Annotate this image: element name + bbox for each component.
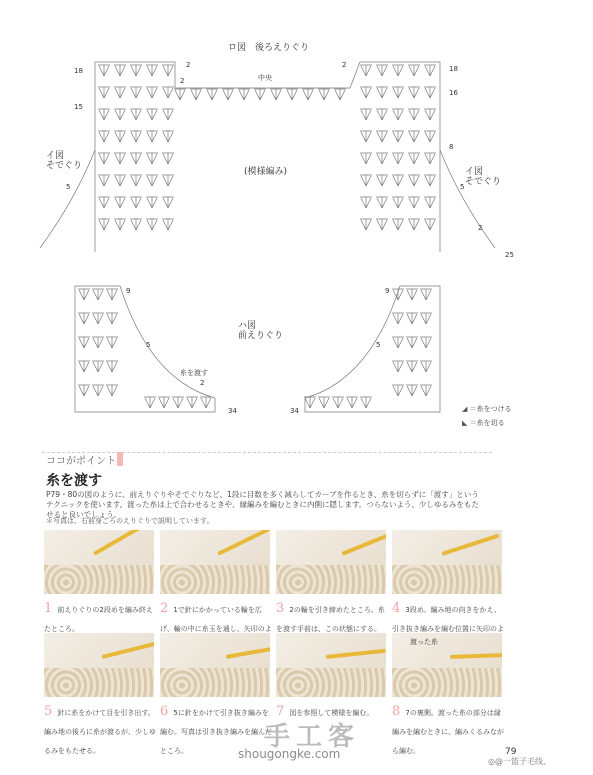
stitch-symbol [406, 361, 418, 372]
mark-34-right: 34 [290, 407, 299, 415]
yarn-texture [276, 668, 386, 697]
i-chart-left-title [46, 152, 82, 172]
legend-item-attach: ◢ ＝糸をつける [462, 405, 512, 413]
mark-2-b: 2 [180, 77, 185, 85]
step-photo [160, 633, 270, 697]
stitch-symbol [360, 397, 372, 408]
row-number-5-left: 5 [66, 183, 71, 191]
stitch-symbol [408, 87, 420, 98]
yarn-texture [160, 565, 270, 594]
stitch-symbol [78, 313, 90, 324]
stitch-symbol [424, 131, 436, 142]
i-chart-right-line2: そでぐり [465, 176, 502, 187]
mark-34-left: 34 [228, 407, 237, 415]
stitch-symbol [392, 65, 404, 76]
stitch-symbol [130, 109, 142, 120]
step-number: 1 [44, 601, 53, 616]
stitch-symbol [270, 89, 282, 100]
step-photo [44, 633, 154, 697]
stitch-symbol [98, 197, 110, 208]
stitch-symbol [162, 197, 174, 208]
point-body: P79・80の図のように、前えりぐりやそでぐりなど、1段に目数を多く減らしてカーブを作るとき、糸を切らずに「渡す」というテクニックを使います。渡った糸は上で合わせるときや、縁編みを編むときに内側に隠します。つらないよう、少しゆるみをもたせると良いでしょう。 [46, 490, 479, 520]
center-label: 中央 [258, 74, 272, 82]
stitch-symbol [334, 89, 346, 100]
step-photo-tag: 渡った糸 [410, 638, 438, 646]
stitch-symbol [130, 197, 142, 208]
stitch-symbol [186, 397, 198, 408]
step-text: 2の輪を引き締めたところ。糸を渡す手前は、この状態にする。 [276, 606, 385, 633]
step-text: 図を参照して模様を編む。 [289, 709, 374, 717]
step-text: 5に針をかけて引き抜き編みを編む。写真は引き抜き編みを編んだところ。 [160, 709, 272, 755]
step-caption [392, 700, 504, 757]
stitch-symbol [376, 175, 388, 186]
step-text: 1で針にかかっている輪を広げ、輪の中に糸玉を通し、矢印のよ [160, 606, 272, 633]
stitch-symbol [130, 175, 142, 186]
step-text: 針に糸をかけて目を引き出す。編み地の後ろに糸が渡るが、少しゆるみをもたせる。 [44, 709, 156, 755]
stitch-symbol [420, 313, 432, 324]
yarn-texture [392, 565, 502, 594]
ito-watasu-label: 糸を渡す [180, 369, 208, 377]
step-text: 7の裏側。渡った糸の部分は縁編みを編むときに、編みくるみながら編む。 [392, 709, 504, 755]
stitch-symbol [360, 175, 372, 186]
stitch-symbol [130, 65, 142, 76]
stitch-symbol [360, 219, 372, 230]
stitch-symbol [424, 219, 436, 230]
watermark-logo: 手工客 [264, 722, 361, 752]
stitch-symbol [130, 219, 142, 230]
crochet-hook-icon [102, 641, 154, 659]
stitch-symbol [406, 385, 418, 396]
attach-yarn-icon: ◢ [462, 405, 468, 413]
step-photo [392, 530, 502, 594]
stitch-symbol [424, 197, 436, 208]
step-number: 2 [160, 601, 169, 616]
watermark-site: shougongke.com [238, 747, 341, 761]
stitch-symbol [98, 153, 110, 164]
stitch-symbol [146, 131, 158, 142]
stitch-symbol [222, 89, 234, 100]
row-number-25-right: 25 [505, 251, 514, 259]
i-chart-left-line2: そでぐり [46, 160, 83, 171]
stitch-symbol [92, 385, 104, 396]
row-number-18-left: 18 [74, 67, 83, 75]
cut-yarn-icon: ◣ [462, 418, 468, 427]
stitch-symbol [408, 109, 420, 120]
stitch-symbol [392, 87, 404, 98]
stitch-symbol [360, 153, 372, 164]
stitch-symbol [92, 313, 104, 324]
stitch-symbol [130, 131, 142, 142]
mark-2-left: 2 [200, 379, 205, 387]
i-chart-right-title [465, 168, 501, 188]
stitch-symbol [376, 197, 388, 208]
stitch-symbol [392, 109, 404, 120]
stitch-symbol [92, 289, 104, 300]
yarn-texture [44, 565, 154, 594]
stitch-symbol [146, 175, 158, 186]
yarn-texture [160, 668, 270, 697]
stitch-symbol [360, 197, 372, 208]
stitch-symbol [408, 219, 420, 230]
stitch-symbol [286, 89, 298, 100]
stitch-symbol [158, 397, 170, 408]
mark-2-c: 2 [342, 61, 347, 69]
stitch-symbol [424, 153, 436, 164]
stitch-symbol [360, 109, 372, 120]
weibo-handle: ◎@一篮子毛线、 [488, 757, 551, 766]
stitch-symbol [376, 219, 388, 230]
legend-item-cut: ◣ ＝糸を切る [462, 418, 505, 427]
stitch-symbol [146, 219, 158, 230]
crochet-hook-icon [217, 530, 270, 556]
step-number: 6 [160, 704, 169, 719]
stitch-symbol [78, 385, 90, 396]
crochet-hook-icon [441, 534, 499, 556]
stitch-symbol [172, 397, 184, 408]
stitch-symbol [424, 109, 436, 120]
step-photo [276, 633, 386, 697]
stitch-symbol [424, 65, 436, 76]
stitch-symbol [98, 175, 110, 186]
stitch-symbol [424, 87, 436, 98]
stitch-symbol [392, 385, 404, 396]
stitch-symbol [376, 153, 388, 164]
mark-2-a: 2 [186, 61, 191, 69]
step-text: 前えりぐりの2段めを編み終えたところ。 [44, 606, 153, 633]
stitch-symbol [98, 131, 110, 142]
step-number: 8 [392, 704, 401, 719]
step-photo [276, 530, 386, 594]
step-caption [44, 597, 156, 635]
stitch-symbol [318, 397, 330, 408]
weibo-icon: ◎ [488, 757, 495, 766]
stitch-symbol [98, 109, 110, 120]
step-number: 3 [276, 601, 285, 616]
stitch-symbol [114, 87, 126, 98]
ro-chart-title: ロ図 後ろえりぐり [228, 43, 310, 53]
stitch-symbol [146, 197, 158, 208]
step-caption [44, 700, 156, 757]
step-number: 5 [44, 704, 53, 719]
stitch-symbol [376, 87, 388, 98]
step-number: 4 [392, 601, 401, 616]
ha-chart-line2: 前えりぐり [238, 330, 284, 341]
stitch-symbol [146, 109, 158, 120]
point-heading-mark [117, 452, 123, 466]
row-number-16-right: 16 [449, 89, 458, 97]
stitch-symbol [420, 289, 432, 300]
stitch-symbol [376, 131, 388, 142]
stitch-symbol [130, 87, 142, 98]
stitch-symbol [114, 131, 126, 142]
stitch-symbol [392, 219, 404, 230]
stitch-symbol [162, 175, 174, 186]
stitch-symbol [392, 337, 404, 348]
stitch-symbol [106, 313, 118, 324]
stitch-symbol [146, 65, 158, 76]
stitch-symbol [406, 289, 418, 300]
stitch-symbol [408, 153, 420, 164]
stitch-symbol [304, 397, 316, 408]
stitch-symbol [206, 89, 218, 100]
point-heading: ココがポイント [46, 456, 116, 467]
stitch-symbol [144, 397, 156, 408]
stitch-symbol [92, 361, 104, 372]
step-photo [44, 530, 154, 594]
stitch-symbol [162, 219, 174, 230]
stitch-symbol [376, 65, 388, 76]
stitch-symbol [114, 197, 126, 208]
stitch-symbol [360, 87, 372, 98]
stitch-symbol [406, 337, 418, 348]
stitch-symbol [106, 289, 118, 300]
mark-9-right: 9 [385, 287, 390, 295]
stitch-symbol [98, 87, 110, 98]
stitch-symbol [392, 313, 404, 324]
stitch-symbol [114, 109, 126, 120]
step-photo [392, 633, 502, 697]
yarn-texture [276, 565, 386, 594]
stitch-symbol [106, 337, 118, 348]
stitch-symbol [254, 89, 266, 100]
stitch-symbol [406, 313, 418, 324]
stitch-symbol [146, 87, 158, 98]
stitch-symbol [78, 289, 90, 300]
row-number-18-right: 18 [449, 65, 458, 73]
legend [462, 406, 512, 427]
i-chart-left-line1: イ図 [46, 151, 65, 161]
stitch-symbol [332, 397, 344, 408]
stitch-symbol [162, 131, 174, 142]
row-number-2-right: 2 [478, 224, 483, 232]
step-number: 7 [276, 704, 285, 719]
mark-5-right: 5 [376, 341, 381, 349]
step-text: 3段め。編み地の向きをかえ、引き抜き編みを編む位置に矢印のよ [392, 606, 504, 633]
stitch-symbol [114, 219, 126, 230]
step-caption [276, 597, 388, 635]
page-number: 79 [505, 747, 517, 757]
stitch-symbol [190, 89, 202, 100]
yarn-texture [392, 668, 502, 697]
stitch-symbol [162, 65, 174, 76]
crochet-hook-icon [93, 530, 147, 556]
crochet-hook-icon [341, 530, 386, 556]
stitch-symbol [162, 153, 174, 164]
stitch-symbol [408, 131, 420, 142]
stitch-symbol [200, 397, 212, 408]
mark-9-left: 9 [126, 287, 131, 295]
stitch-symbol [162, 109, 174, 120]
stitch-symbol [78, 361, 90, 372]
stitch-symbol [114, 153, 126, 164]
mark-5-left: 5 [146, 341, 151, 349]
stitch-symbol [420, 361, 432, 372]
i-chart-right-line1: イ図 [465, 167, 484, 177]
point-title: 糸を渡す [46, 473, 102, 489]
stitch-symbol [302, 89, 314, 100]
stitch-symbol [238, 89, 250, 100]
stitch-symbol [392, 289, 404, 300]
stitch-symbol [392, 131, 404, 142]
stitch-symbol [98, 219, 110, 230]
stitch-symbol [318, 89, 330, 100]
stitch-symbol [360, 131, 372, 142]
crochet-hook-icon [450, 653, 502, 659]
stitch-symbol [420, 385, 432, 396]
stitch-symbol [92, 337, 104, 348]
stitch-symbol [346, 397, 358, 408]
stitch-symbol [420, 337, 432, 348]
stitch-symbol [106, 385, 118, 396]
stitch-symbol [114, 175, 126, 186]
step-photo [160, 530, 270, 594]
stitch-symbol [408, 65, 420, 76]
stitch-symbol [162, 87, 174, 98]
stitch-symbol [78, 337, 90, 348]
yarn-texture [44, 668, 154, 697]
crochet-hook-icon [226, 645, 270, 659]
top-crochet-chart [0, 0, 593, 270]
point-note: ＊写真は、右前身ごろのえりぐりで説明しています。 [46, 517, 214, 525]
stitch-symbol [360, 65, 372, 76]
row-number-5-right: 5 [460, 183, 465, 191]
stitch-symbol [408, 175, 420, 186]
stitch-symbol [106, 361, 118, 372]
stitch-symbol [408, 197, 420, 208]
row-number-8-right: 8 [449, 143, 454, 151]
row-number-15-left: 15 [74, 103, 83, 111]
ha-chart-title [238, 322, 283, 342]
pattern-label: (模様編み) [244, 167, 288, 177]
stitch-symbol [392, 175, 404, 186]
stitch-symbol [146, 153, 158, 164]
ha-chart-line1: ハ図 [238, 321, 257, 331]
stitch-symbol [130, 153, 142, 164]
stitch-symbol [392, 361, 404, 372]
stitch-symbol [114, 65, 126, 76]
stitch-symbol [392, 153, 404, 164]
stitch-symbol [392, 197, 404, 208]
stitch-symbol [424, 175, 436, 186]
stitch-symbol [98, 65, 110, 76]
crochet-hook-icon [326, 649, 386, 659]
stitch-symbol [376, 109, 388, 120]
stitch-symbol [174, 89, 186, 100]
